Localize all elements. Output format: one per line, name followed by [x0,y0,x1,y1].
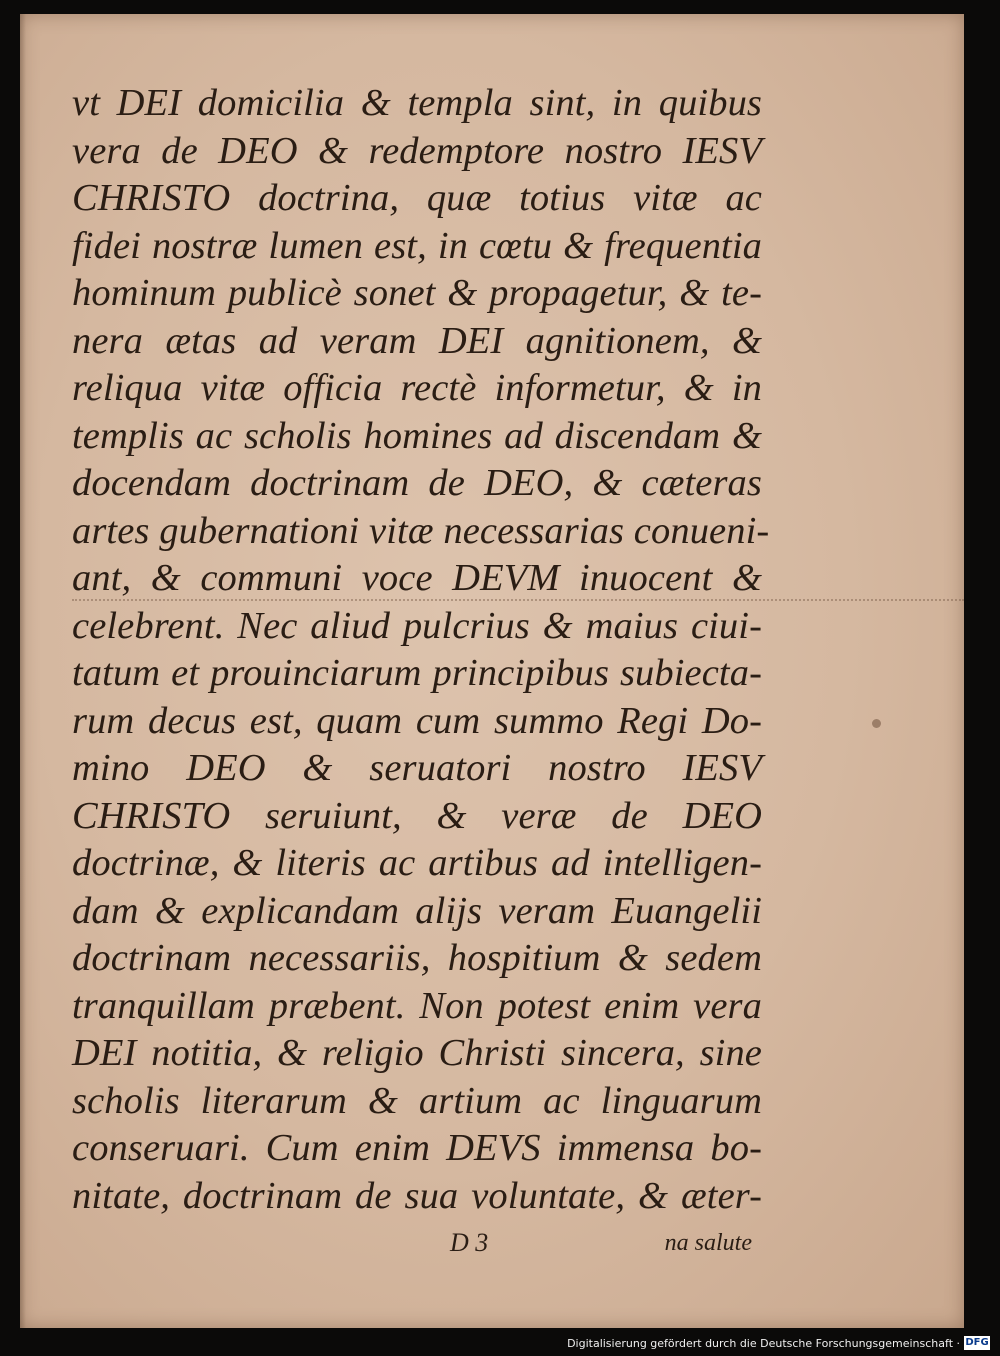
text-line: rum decus est, quam cum summo Regi Do- [72,699,762,742]
text-line: vt DEI domicilia & templa sint, in quibus [72,82,762,124]
text-line: mino DEO & seruatori nostro IESV [72,747,762,789]
catchword: na salute [664,1230,752,1256]
text-line: scholis literarum & artium ac linguarum [72,1079,762,1122]
body-text [72,80,770,1220]
dfg-logo: DFG [965,1337,989,1348]
text-line: vera de DEO & redemptore nostro IESV [72,129,762,172]
text-line: ant, & communi voce DEVM inuocent & [72,557,762,599]
page-footer [72,1228,762,1258]
text-line: templis ac scholis homines ad discendam & [72,414,762,457]
digitization-credit: Digitalisierung gefördert durch die Deutsche Forschungsgemeinschaft · [567,1337,960,1350]
text-line: fidei nostræ lumen est, in cœtu & frequentia [72,224,762,267]
text-line: dam & explicandam alijs veram Euangelii [72,889,762,932]
text-line: hominum publicè sonet & propagetur, & te- [72,272,762,314]
text-line: tatum et prouinciarum principibus subiecta- [72,652,762,694]
gutter-shadow [20,14,26,1328]
signature-mark: D 3 [450,1228,489,1257]
ink-stain [872,719,881,728]
text-line: conseruari. Cum enim DEVS immensa bo- [72,1127,762,1169]
text-line: doctrinam necessariis, hospitium & sedem [72,937,762,979]
text-line: celebrent. Nec aliud pulcrius & maius ciui- [72,604,762,647]
text-line: reliqua vitæ officia rectè informetur, & in [72,367,762,409]
text-line: CHRISTO seruiunt, & veræ de DEO [72,794,762,837]
text-line: nera ætas ad veram DEI agnitionem, & [72,319,762,362]
text-line: doctrinæ, & literis ac artibus ad intelligen- [72,842,762,884]
text-line: docendam doctrinam de DEO, & cæteras [72,462,762,504]
text-line: CHRISTO doctrina, quæ totius vitæ ac [72,177,762,219]
text-line: tranquillam præbent. Non potest enim vera [72,984,762,1027]
text-line: artes gubernationi vitæ necessarias conueni- [72,509,770,552]
text-line: nitate, doctrinam de sua voluntate, & æter- [72,1174,762,1217]
text-line: DEI notitia, & religio Christi sincera, sine [72,1032,762,1074]
